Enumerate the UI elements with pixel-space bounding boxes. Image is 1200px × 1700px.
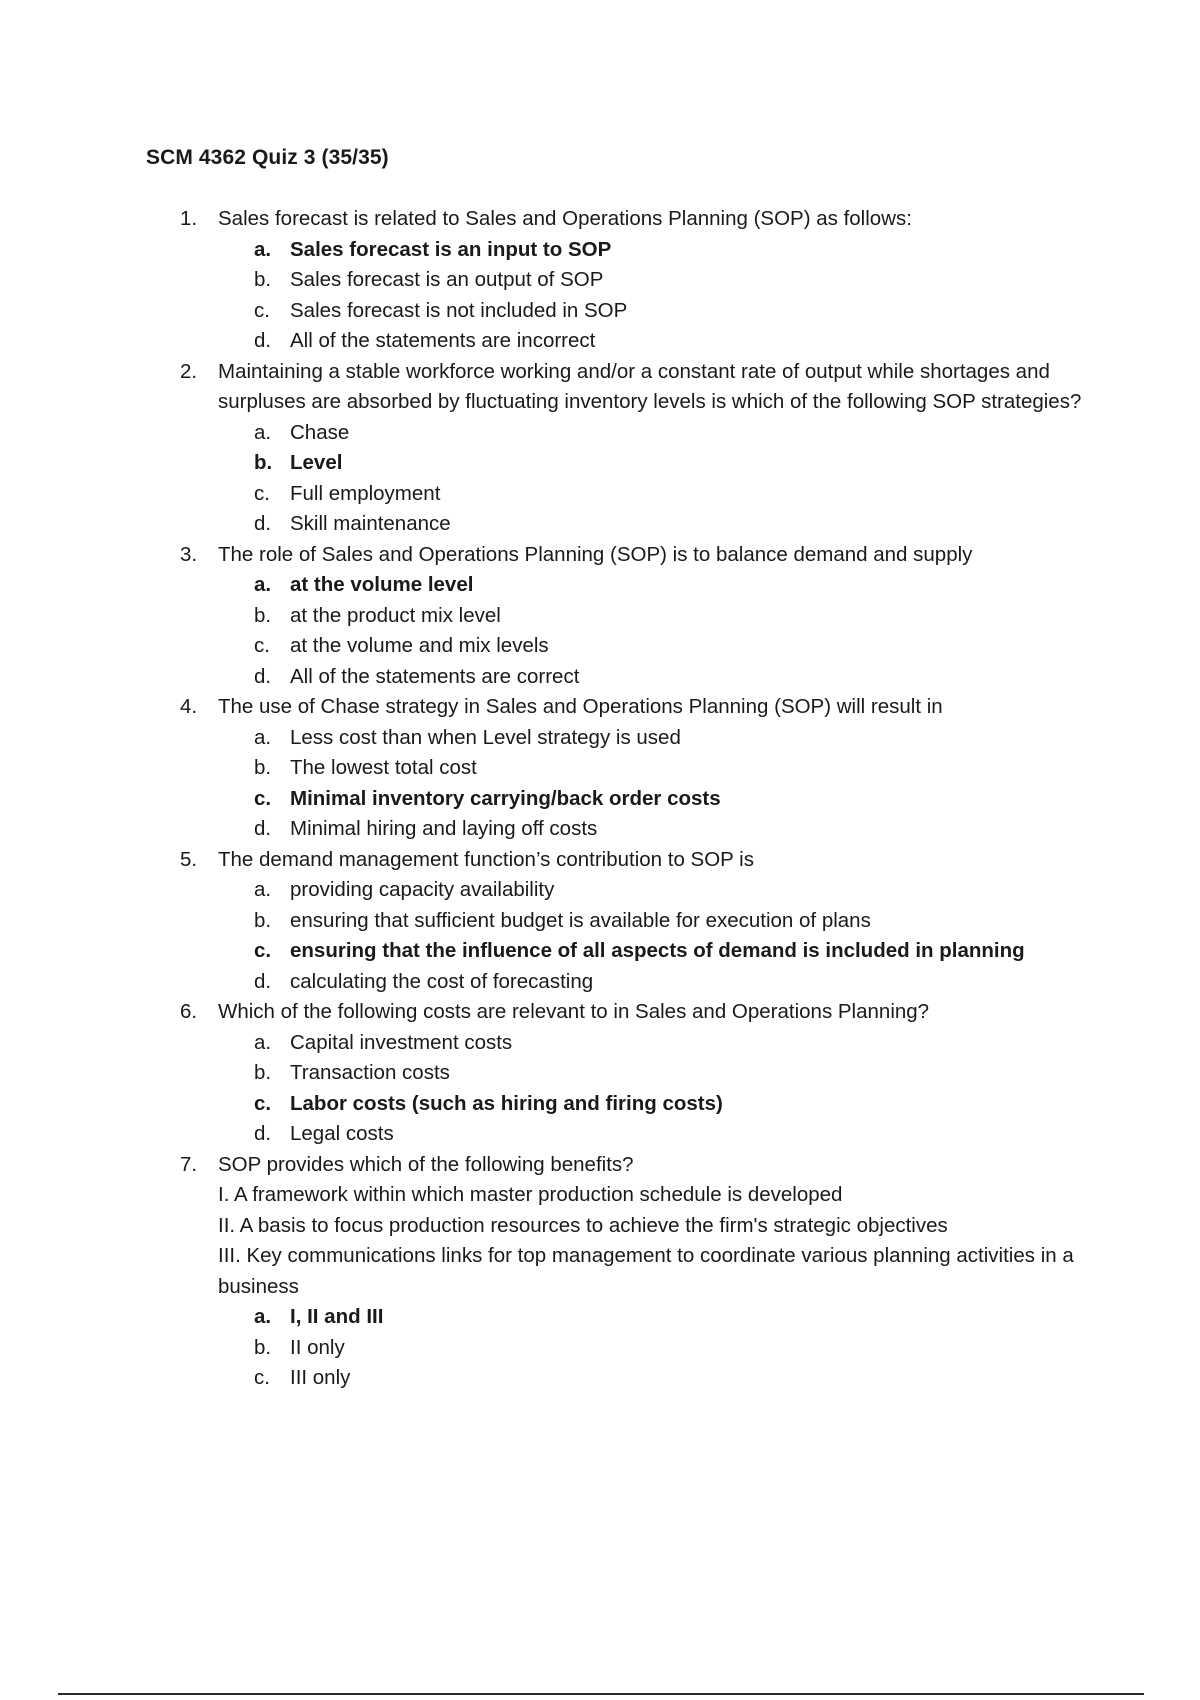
- option-text: II only: [290, 1335, 345, 1359]
- option-letter: a.: [254, 237, 272, 261]
- option: [218, 875, 1100, 906]
- option: [218, 631, 1100, 662]
- option-text: at the volume level: [290, 573, 474, 596]
- option-text: providing capacity availability: [290, 878, 555, 901]
- option: [218, 1119, 1100, 1150]
- option-text: at the volume and mix levels: [290, 634, 549, 657]
- option-letter: b.: [254, 603, 272, 627]
- option-text: Transaction costs: [290, 1061, 450, 1084]
- question: [0, 204, 1200, 357]
- option-text: Sales forecast is not included in SOP: [290, 298, 628, 322]
- option-correct: [218, 1089, 1100, 1120]
- option-list: [218, 418, 1100, 540]
- option-letter: d.: [254, 329, 272, 352]
- question-number: 3.: [180, 542, 198, 566]
- option-letter: b.: [254, 451, 273, 474]
- option: [218, 601, 1100, 632]
- option-text: The lowest total cost: [290, 756, 477, 779]
- option-text: III only: [290, 1366, 351, 1389]
- option-list: [218, 875, 1100, 997]
- option-text: Chase: [290, 420, 350, 444]
- option-text: I, II and III: [290, 1305, 384, 1328]
- option-letter: d.: [254, 664, 272, 688]
- option-letter: b.: [254, 1335, 272, 1359]
- question: [0, 540, 1200, 693]
- option-text: Sales forecast is an input to SOP: [290, 237, 612, 261]
- option-letter: c.: [254, 298, 270, 322]
- question-number: 1.: [180, 207, 198, 230]
- option-letter: d.: [254, 1122, 272, 1145]
- option-letter: c.: [254, 1091, 272, 1115]
- option-list: [218, 1028, 1100, 1150]
- option-letter: c.: [254, 481, 270, 505]
- option-text: Minimal inventory carrying/back order costs: [290, 786, 721, 810]
- option-text: Minimal hiring and laying off costs: [290, 817, 598, 840]
- question: [0, 1150, 1200, 1394]
- option-list: [218, 723, 1100, 845]
- option-text: ensuring that sufficient budget is available for execution of plans: [290, 908, 871, 932]
- option: [218, 418, 1100, 449]
- option-text: at the product mix level: [290, 603, 501, 627]
- option-text: Less cost than when Level strategy is used: [290, 725, 681, 749]
- option-list: [218, 570, 1100, 692]
- question: [0, 357, 1200, 540]
- option-letter: a.: [254, 1030, 272, 1054]
- option-letter: c.: [254, 786, 272, 810]
- option: [218, 1333, 1100, 1364]
- question-number: 5.: [180, 847, 198, 871]
- question-statement: III. Key communications links for top management to coordinate various planning activities in a business: [218, 1244, 1074, 1298]
- option-text: calculating the cost of forecasting: [290, 969, 594, 993]
- option-correct: [218, 448, 1100, 479]
- option-letter: b.: [254, 1061, 272, 1084]
- option-text: Skill maintenance: [290, 512, 451, 535]
- option-correct: [218, 784, 1100, 815]
- option: [218, 723, 1100, 754]
- option: [218, 296, 1100, 327]
- question-number: 4.: [180, 695, 198, 718]
- option: [218, 265, 1100, 296]
- option: [218, 1028, 1100, 1059]
- option-correct: [218, 570, 1100, 601]
- question-number: 6.: [180, 1000, 198, 1023]
- question-number: 2.: [180, 359, 198, 383]
- option-letter: a.: [254, 573, 272, 596]
- page-bottom-rule: [58, 1693, 1144, 1695]
- option-correct: [218, 1302, 1100, 1333]
- option: [218, 326, 1100, 357]
- question: [0, 692, 1200, 845]
- question-statement: II. A basis to focus production resources to achieve the firm's strategic objectives: [218, 1213, 948, 1237]
- option-letter: a.: [254, 725, 272, 749]
- option-text: Labor costs (such as hiring and firing costs): [290, 1091, 723, 1115]
- option: [218, 509, 1100, 540]
- option-letter: b.: [254, 908, 272, 932]
- option-letter: c.: [254, 634, 270, 657]
- question: [0, 845, 1200, 998]
- option-letter: a.: [254, 420, 272, 444]
- option-letter: a.: [254, 878, 272, 901]
- question-text: The role of Sales and Operations Planning (SOP) is to balance demand and supply: [218, 542, 973, 566]
- option-text: Capital investment costs: [290, 1030, 513, 1054]
- question-text: Maintaining a stable workforce working and/or a constant rate of output while shortages and surpluses are absorbed by fluctuating inventory levels is which of the following SOP strategies?: [218, 359, 1082, 413]
- option: [218, 479, 1100, 510]
- option-letter: a.: [254, 1305, 272, 1328]
- question-text: SOP provides which of the following benefits?: [218, 1152, 634, 1176]
- option-text: ensuring that the influence of all aspects of demand is included in planning: [290, 939, 1025, 962]
- question-text: The demand management function’s contribution to SOP is: [218, 847, 754, 871]
- option: [218, 1058, 1100, 1089]
- option: [218, 906, 1100, 937]
- option-letter: d.: [254, 512, 272, 535]
- question-list: [0, 204, 1200, 1394]
- option-text: All of the statements are correct: [290, 664, 580, 688]
- option-letter: b.: [254, 756, 272, 779]
- option-text: Sales forecast is an output of SOP: [290, 268, 604, 291]
- option-text: Level: [290, 451, 343, 474]
- option-correct: [218, 235, 1100, 266]
- page-title: SCM 4362 Quiz 3 (35/35): [146, 146, 389, 169]
- option-letter: c.: [254, 939, 272, 962]
- option-list: [218, 235, 1100, 357]
- question: [0, 997, 1200, 1150]
- question-text: Sales forecast is related to Sales and Operations Planning (SOP) as follows:: [218, 207, 912, 230]
- question-number: 7.: [180, 1152, 198, 1176]
- question-text: The use of Chase strategy in Sales and Operations Planning (SOP) will result in: [218, 695, 943, 718]
- option-letter: c.: [254, 1366, 270, 1389]
- option-letter: d.: [254, 817, 272, 840]
- question-text: Which of the following costs are relevant to in Sales and Operations Planning?: [218, 1000, 930, 1023]
- option: [218, 753, 1100, 784]
- option-letter: d.: [254, 969, 272, 993]
- option-text: Full employment: [290, 481, 441, 505]
- option-correct: [218, 936, 1100, 967]
- option-text: Legal costs: [290, 1122, 394, 1145]
- option: [218, 967, 1100, 998]
- option-list: [218, 1302, 1100, 1394]
- option-letter: b.: [254, 268, 272, 291]
- option-text: All of the statements are incorrect: [290, 329, 596, 352]
- option: [218, 1363, 1100, 1394]
- option: [218, 814, 1100, 845]
- question-statement: I. A framework within which master production schedule is developed: [218, 1183, 843, 1206]
- option: [218, 662, 1100, 693]
